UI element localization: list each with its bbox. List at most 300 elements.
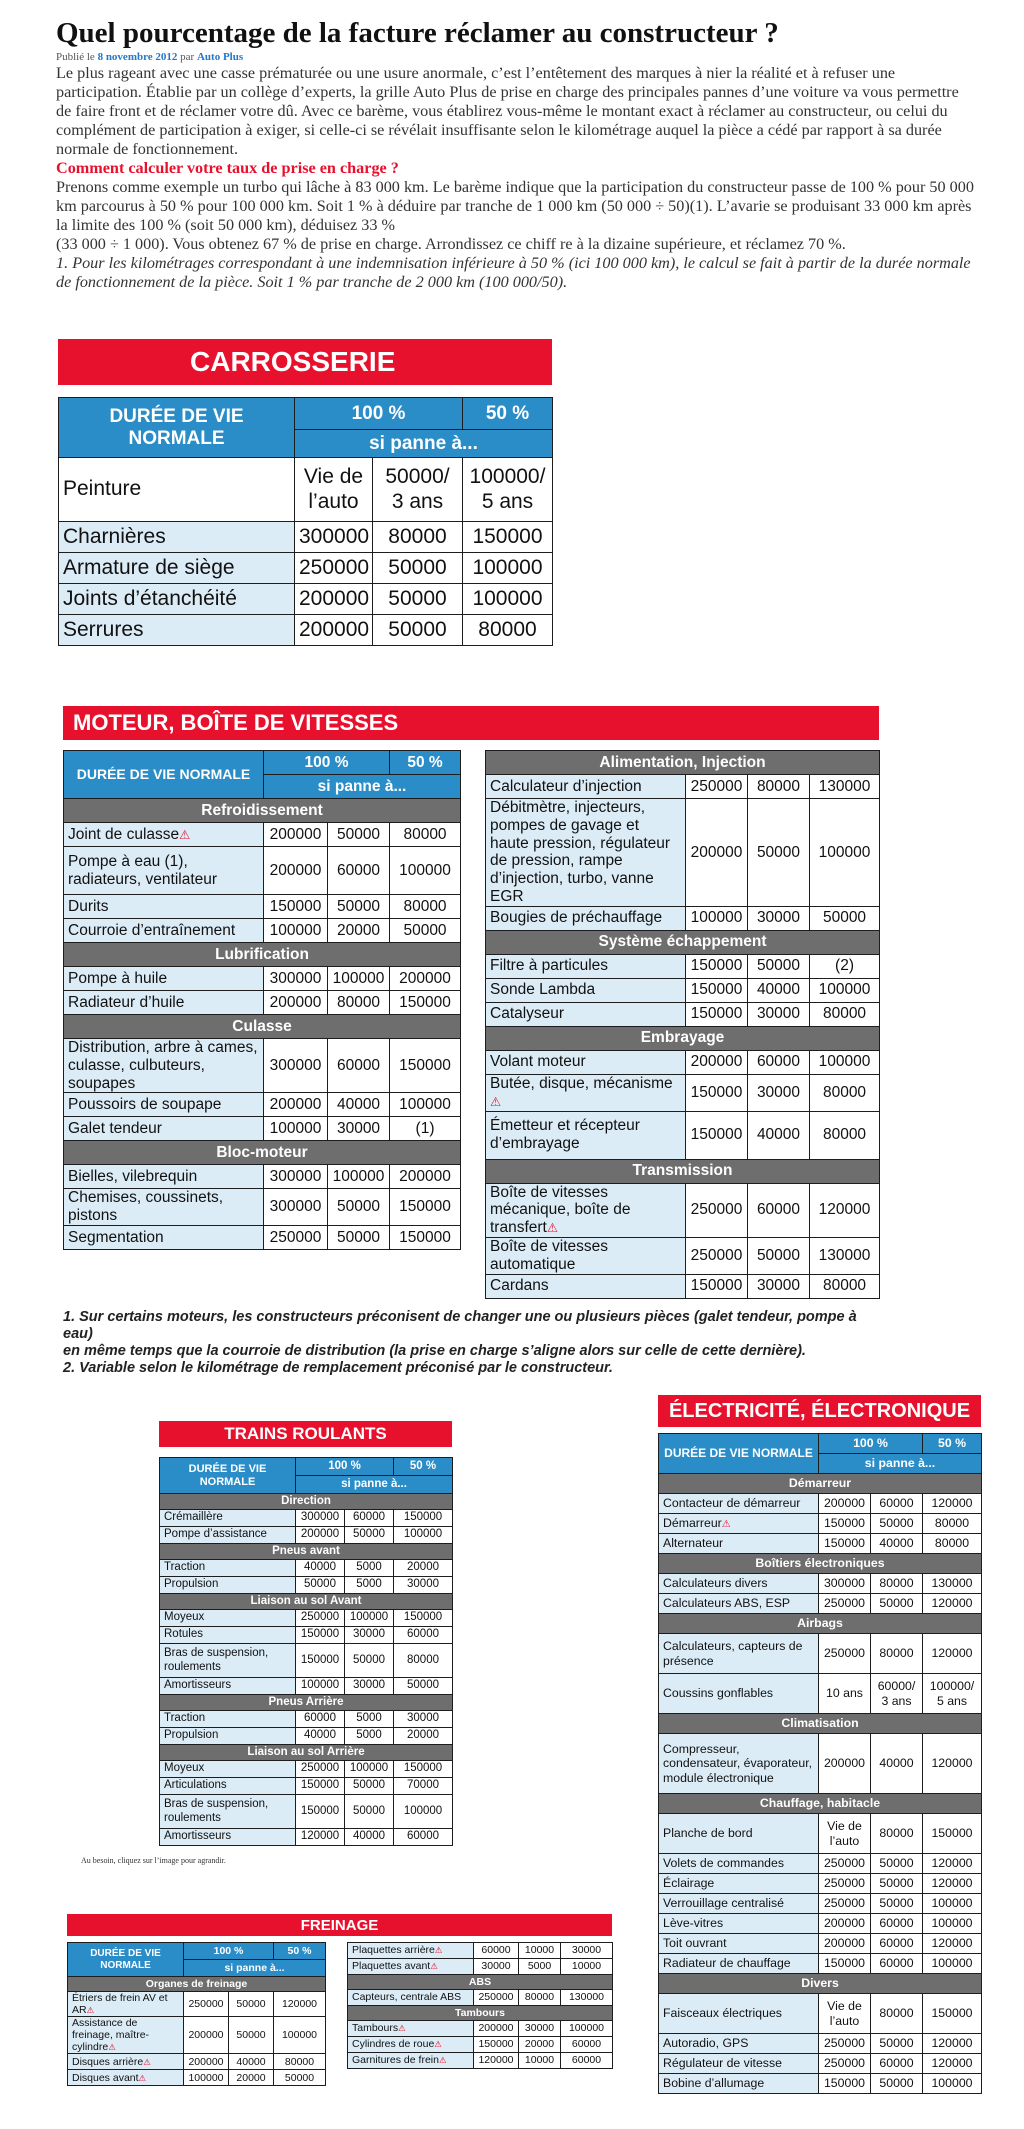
- cell-value: [810, 1237, 880, 1274]
- table-row: [64, 1039, 461, 1093]
- row-value: Vie de l’auto: [827, 1819, 862, 1848]
- cell-label: [64, 823, 264, 847]
- cell-value: 100000: [463, 584, 553, 615]
- row-value: 5000: [356, 1712, 382, 1725]
- page-title: Quel pourcentage de la facture réclamer au constructeur ?: [56, 17, 779, 49]
- cell-value: [819, 1854, 871, 1874]
- table-row: [348, 2053, 613, 2069]
- row-value: 120000: [931, 1876, 973, 1891]
- row-value: 200000: [399, 969, 451, 987]
- cell-value: [923, 1534, 982, 1554]
- row-value: 150000: [403, 1762, 443, 1775]
- row-value: 20000: [407, 1729, 439, 1742]
- table-row: [348, 2021, 613, 2037]
- row-value: 60000: [879, 1936, 914, 1951]
- cell-label: Charnières: [59, 522, 295, 553]
- cell-label: Joints d’étanchéité: [59, 584, 295, 615]
- cell-value: 100000/ 5 ans: [463, 458, 553, 522]
- cell-value: [819, 2074, 871, 2094]
- subheading: Comment calculer votre taux de prise en charge ?: [56, 159, 399, 177]
- cell-value: [748, 1274, 810, 1298]
- cell-label: [68, 2054, 184, 2070]
- header-50: 50 %: [390, 751, 461, 775]
- row-value: 100000: [818, 843, 871, 861]
- cell-value: [819, 1934, 871, 1954]
- row-label: Radiateur d’huile: [68, 993, 185, 1011]
- row-value: 100000: [690, 909, 743, 927]
- row-value: 10000: [571, 1960, 602, 1973]
- carrosserie-banner: [58, 339, 552, 385]
- row-value: 70000: [407, 1779, 439, 1792]
- cell-value: [923, 1894, 982, 1914]
- cell-value: [810, 954, 880, 978]
- row-value: 150000: [300, 1779, 340, 1792]
- row-value: 80000: [822, 1083, 867, 1101]
- row-value: 80000: [934, 1536, 970, 1551]
- row-value: 250000: [478, 1991, 514, 2004]
- row-value: 30000: [756, 1005, 801, 1023]
- warning-icon: ⚠: [434, 1945, 443, 1956]
- cell-label: [160, 1829, 296, 1846]
- carrosserie-title: CARROSSERIE: [190, 346, 396, 377]
- row-value: 80000: [822, 1126, 867, 1144]
- row-label: Distribution, arbre à cames, culasse, culbuteurs, soupapes: [68, 1039, 258, 1092]
- meta-date-link[interactable]: 8 novembre 2012: [97, 51, 178, 63]
- row-value: 30000: [481, 1960, 511, 1973]
- row-value: 80000: [407, 1653, 439, 1666]
- row-value: 80000: [879, 1646, 914, 1661]
- section-row: [659, 1974, 982, 1994]
- section-row: [486, 930, 880, 954]
- section-header: Système échappement: [486, 930, 880, 954]
- header-duree: DURÉE DE VIE NORMALE: [659, 1434, 819, 1474]
- cell-value: [871, 1874, 923, 1894]
- cell-value: [264, 1165, 328, 1189]
- electricite-block: [658, 1395, 981, 2094]
- table-row: [486, 1002, 880, 1026]
- cell-value: [819, 1674, 871, 1714]
- section-row: [64, 1141, 461, 1165]
- row-value: 100000: [332, 1168, 385, 1186]
- section-header: Transmission: [486, 1159, 880, 1183]
- row-value: 120000: [931, 1596, 973, 1611]
- row-value: 150000: [399, 1056, 451, 1074]
- row-value: 80000: [879, 2006, 914, 2021]
- table-row: [160, 1644, 453, 1678]
- cell-value: [819, 1914, 871, 1934]
- moteur-footnotes: [63, 1309, 879, 1377]
- table-row: [68, 2070, 326, 2086]
- row-value: 120000: [300, 1830, 340, 1843]
- table-row: [160, 1778, 453, 1795]
- section-row: [160, 1494, 453, 1510]
- intro-paragraph: Le plus rageant avec une casse prématurée ou une usure anormale, c’est l’entêtement des marques à nier la réalité et à refuser une participation. Établie par un collège d’experts, la grille Auto Plus de prise en charge des principales pannes d’une voiture va vous permettre de faire front et de réclamer votre dû. Avec ce barème, vous établirez vous-même le montant exact à réclamer au constructeur, ou celui du complément de participation à exiger, si celle-ci se révélait insuffisante selon le kilométrage auquel la pièce a cédé par rapport à sa durée normale de fonctionnement.: [56, 64, 959, 158]
- article: [56, 16, 976, 292]
- table-row: [160, 1728, 453, 1745]
- cell-value: [184, 2070, 229, 2086]
- row-value: 250000: [690, 1201, 743, 1219]
- row-value: 250000: [823, 1646, 866, 1661]
- table-row: [486, 954, 880, 978]
- cell-value: [328, 1117, 390, 1141]
- row-value: 250000: [269, 1228, 322, 1246]
- row-value: 50000: [336, 1228, 381, 1246]
- cell-label: [486, 978, 686, 1002]
- cell-value: [394, 1627, 453, 1644]
- cell-value: [871, 1674, 923, 1714]
- row-value: 250000: [823, 1876, 866, 1891]
- table-row: [659, 1994, 982, 2034]
- section-row: [659, 1474, 982, 1494]
- row-label: Joint de culasse: [68, 825, 180, 843]
- row-value: 50000: [756, 957, 801, 975]
- table-row: [64, 1117, 461, 1141]
- trains-title: TRAINS ROULANTS: [224, 1424, 387, 1443]
- row-value: 50000: [336, 1198, 381, 1216]
- row-label: Compresseur, condensateur, évaporateur, module électronique: [663, 1742, 813, 1785]
- table-row: [68, 2017, 326, 2054]
- row-value: 50000: [353, 1653, 385, 1666]
- cell-value: [810, 775, 880, 799]
- cell-label: [348, 2021, 474, 2037]
- cell-value: 100000: [463, 553, 553, 584]
- table-row: [64, 1165, 461, 1189]
- cell-label: [659, 1594, 819, 1614]
- row-label: Cylindres de roue: [352, 2038, 435, 2051]
- table-row: [348, 1990, 613, 2006]
- header-panne: si panne à...: [819, 1454, 982, 1474]
- cell-value: [923, 2034, 982, 2054]
- table-row: [486, 1183, 880, 1237]
- cell-value: [923, 1594, 982, 1614]
- section-header: Tambours: [348, 2006, 613, 2021]
- table-row: [659, 1894, 982, 1914]
- cell-value: [748, 1050, 810, 1074]
- warning-icon: ⚠: [138, 2072, 147, 2083]
- row-value: 50000: [236, 2029, 266, 2042]
- row-value: 50000: [879, 2076, 914, 2091]
- row-label: Calculateurs ABS, ESP: [663, 1596, 791, 1611]
- row-value: 50000: [353, 1804, 385, 1817]
- row-value: 20000: [407, 1561, 439, 1574]
- table-row: [486, 1274, 880, 1298]
- row-label: Éclairage: [663, 1876, 715, 1891]
- row-label: Butée, disque, mécanisme: [490, 1074, 673, 1092]
- cell-label: [68, 2070, 184, 2086]
- cell-value: [686, 906, 748, 930]
- row-value: 150000: [690, 957, 743, 975]
- cell-label: [486, 799, 686, 907]
- row-value: 60000: [879, 2056, 914, 2071]
- row-value: (2): [835, 957, 854, 975]
- moteur-footnote-2: 2. Variable selon le kilométrage de remplacement préconisé par le constructeur.: [63, 1359, 613, 1376]
- row-value: 200000: [478, 2022, 514, 2035]
- cell-value: [229, 2054, 274, 2070]
- table-row: [59, 584, 553, 615]
- cell-value: [686, 1050, 748, 1074]
- table-row: [659, 1674, 982, 1714]
- row-value: 40000: [353, 1830, 385, 1843]
- row-value: 120000: [931, 1856, 973, 1871]
- row-label: Pompe d’assistance: [164, 1528, 267, 1541]
- table-row: [64, 847, 461, 895]
- cell-value: [561, 1959, 613, 1975]
- row-value: 30000: [407, 1578, 439, 1591]
- cell-value: [748, 1074, 810, 1111]
- meta-author-link[interactable]: Auto Plus: [196, 51, 244, 63]
- cell-label: [486, 1111, 686, 1159]
- freinage-table-left: [67, 1942, 326, 2086]
- table-row: [659, 1934, 982, 1954]
- row-value: 100000: [931, 2076, 973, 2091]
- row-value: 30000: [353, 1628, 385, 1641]
- section-row: [160, 1695, 453, 1711]
- table-row: [659, 1594, 982, 1614]
- row-value: 50000: [336, 825, 381, 843]
- cell-value: [390, 919, 461, 943]
- row-value: 100000: [931, 1956, 973, 1971]
- cell-value: [819, 1734, 871, 1794]
- row-label: Amortisseurs: [164, 1679, 232, 1692]
- cell-value: [748, 906, 810, 930]
- cell-value: [923, 1514, 982, 1534]
- warning-icon: ⚠: [434, 2039, 442, 2050]
- cell-value: [871, 2034, 923, 2054]
- cell-label: [64, 919, 264, 943]
- row-value: 40000: [236, 2055, 266, 2068]
- cell-label: [64, 895, 264, 919]
- row-value: 60000: [407, 1628, 439, 1641]
- cell-value: [345, 1577, 394, 1594]
- row-value: 50000: [236, 1998, 266, 2011]
- row-label: Durits: [68, 897, 109, 915]
- cell-label: [160, 1761, 296, 1778]
- row-value: 100000: [332, 969, 385, 987]
- row-value: 50000: [284, 2071, 315, 2084]
- row-value: 300000: [823, 1576, 866, 1591]
- row-label: Bielles, vilebrequin: [68, 1168, 198, 1186]
- row-value: 30000: [571, 1944, 602, 1957]
- cell-value: [390, 847, 461, 895]
- cell-label: [659, 1674, 819, 1714]
- header-panne: si panne à...: [296, 1476, 453, 1494]
- cell-label: [348, 1990, 474, 2006]
- section-header: Culasse: [64, 1015, 461, 1039]
- cell-value: [474, 1943, 519, 1959]
- cell-value: [923, 1854, 982, 1874]
- cell-value: [296, 1778, 345, 1795]
- cell-value: [519, 1959, 561, 1975]
- cell-value: [819, 1574, 871, 1594]
- row-value: 130000: [818, 777, 871, 795]
- row-value: 120000: [931, 1646, 973, 1661]
- carrosserie-block: [58, 339, 552, 646]
- section-row: [160, 1594, 453, 1610]
- cell-value: [923, 1634, 982, 1674]
- row-value: 250000: [823, 1856, 866, 1871]
- cell-value: [519, 2021, 561, 2037]
- row-label: Bras de suspension, roulements: [164, 1798, 269, 1824]
- row-label: Rotules: [164, 1628, 203, 1641]
- row-label: Catalyseur: [490, 1005, 565, 1023]
- section-header: Airbags: [659, 1614, 982, 1634]
- row-value: 200000: [269, 825, 322, 843]
- cell-label: [160, 1527, 296, 1544]
- section-row: [160, 1544, 453, 1560]
- cell-value: [394, 1761, 453, 1778]
- row-value: 10000: [524, 2054, 555, 2067]
- row-value: 250000: [823, 1896, 866, 1911]
- cell-value: [394, 1678, 453, 1695]
- cell-value: 250000: [295, 553, 373, 584]
- cell-value: [474, 2037, 519, 2053]
- cell-value: [345, 1610, 394, 1627]
- row-value: 150000: [399, 993, 451, 1011]
- row-value: 30000: [756, 1083, 801, 1101]
- electricite-title: ÉLECTRICITÉ, ÉLECTRONIQUE: [668, 1399, 971, 1422]
- cell-value: [923, 1674, 982, 1714]
- cell-value: [229, 2070, 274, 2086]
- table-row: [348, 1943, 613, 1959]
- cell-value: 200000: [295, 584, 373, 615]
- cell-value: [345, 1761, 394, 1778]
- cell-value: [264, 1117, 328, 1141]
- cell-value: 50000: [373, 584, 463, 615]
- cell-value: [296, 1829, 345, 1846]
- row-value: 80000: [879, 1576, 914, 1591]
- cell-label: [160, 1728, 296, 1745]
- cell-label: [348, 1959, 474, 1975]
- row-value: 30000: [756, 1277, 801, 1295]
- cell-value: [561, 1943, 613, 1959]
- warning-icon: ⚠: [438, 2055, 447, 2066]
- cell-label: [486, 954, 686, 978]
- row-value: 50000: [403, 921, 447, 939]
- row-label: Tambours: [352, 2022, 399, 2035]
- cell-value: [394, 1560, 453, 1577]
- row-label: Autoradio, GPS: [663, 2036, 749, 2051]
- cell-value: [394, 1510, 453, 1527]
- header-100: 100 %: [296, 1458, 394, 1476]
- table-row: [659, 1634, 982, 1674]
- row-value: 60000: [756, 1053, 801, 1071]
- row-label: Démarreur: [663, 1516, 722, 1531]
- cell-label: [68, 1992, 184, 2017]
- cell-value: [923, 1914, 982, 1934]
- cell-value: [274, 2054, 326, 2070]
- row-label: Moyeux: [164, 1762, 205, 1775]
- example-paragraph: Prenons comme exemple un turbo qui lâche à 83 000 km. Le barème indique que la participation du constructeur passe de 100 % pour 50 000 km parcourus à 50 % pour 100 000 km. Soit 1 % à déduire par tranche de 1 000 km (50 000 ÷ 50)(1). L’avarie se produisant 33 000 km après la limite des 100 % (soit 50 000 km), déduisez 33 %: [56, 178, 974, 234]
- cell-value: [345, 1527, 394, 1544]
- row-value: 100000: [931, 1916, 973, 1931]
- cell-value: [923, 1874, 982, 1894]
- section-row: [486, 1026, 880, 1050]
- row-value: 200000: [823, 1496, 866, 1511]
- section-row: [659, 1794, 982, 1814]
- cell-value: [390, 967, 461, 991]
- moteur-block: [63, 706, 879, 1377]
- row-label: Régulateur de vitesse: [663, 2056, 782, 2071]
- cell-value: [923, 1734, 982, 1794]
- cell-value: [748, 1237, 810, 1274]
- cell-value: [819, 1994, 871, 2034]
- row-label: Contacteur de démarreur: [663, 1496, 801, 1511]
- table-row: [59, 458, 553, 522]
- table-row: [160, 1678, 453, 1695]
- cell-label: [160, 1795, 296, 1829]
- section-row: [348, 2006, 613, 2021]
- table-row: [486, 978, 880, 1002]
- cell-value: [390, 1117, 461, 1141]
- row-value: 40000: [756, 1126, 801, 1144]
- row-value: 200000: [823, 1936, 866, 1951]
- row-label: Boîte de vitesses automatique: [490, 1237, 609, 1273]
- cell-value: [810, 1111, 880, 1159]
- cell-value: [819, 1874, 871, 1894]
- section-row: [659, 1554, 982, 1574]
- row-value: 80000: [756, 777, 801, 795]
- cell-label: [659, 1734, 819, 1794]
- cell-value: [184, 2017, 229, 2054]
- cell-value: [184, 1992, 229, 2017]
- cell-value: [328, 919, 390, 943]
- cell-value: 200000: [295, 615, 373, 646]
- row-value: 150000: [399, 1228, 451, 1246]
- cell-value: [274, 2070, 326, 2086]
- row-value: 50000: [304, 1578, 336, 1591]
- row-value: 5000: [356, 1578, 382, 1591]
- cell-label: [659, 1874, 819, 1894]
- row-value: 120000: [478, 2054, 514, 2067]
- row-value: 200000: [269, 861, 322, 879]
- trains-banner: [159, 1421, 452, 1447]
- row-label: Plaquettes arrière: [352, 1944, 435, 1957]
- cell-value: [274, 1992, 326, 2017]
- cell-value: [923, 1574, 982, 1594]
- cell-value: [871, 1854, 923, 1874]
- cell-value: [686, 1002, 748, 1026]
- row-value: 40000: [336, 1096, 381, 1114]
- row-value: 60000/ 3 ans: [877, 1679, 916, 1708]
- cell-value: [394, 1778, 453, 1795]
- table-row: [160, 1761, 453, 1778]
- row-value: 150000: [300, 1628, 340, 1641]
- moteur-banner: [63, 706, 879, 740]
- cell-value: [819, 2034, 871, 2054]
- row-label: Radiateur de chauffage: [663, 1956, 791, 1971]
- section-header: Alimentation, Injection: [486, 751, 880, 775]
- row-label: Bras de suspension, roulements: [164, 1647, 269, 1673]
- cell-value: [296, 1761, 345, 1778]
- row-value: 150000: [931, 2006, 973, 2021]
- cell-label: Armature de siège: [59, 553, 295, 584]
- row-label: Coussins gonflables: [663, 1686, 774, 1701]
- cell-value: [474, 1959, 519, 1975]
- cell-value: [561, 1990, 613, 2006]
- row-label: Garnitures de frein: [352, 2054, 439, 2067]
- header-panne: si panne à...: [184, 1960, 326, 1977]
- cell-value: 50000: [373, 553, 463, 584]
- example-paragraph-2: (33 000 ÷ 1 000). Vous obtenez 67 % de prise en charge. Arrondissez ce chiff re à la dizaine supérieure, et réclamez 70 %.: [56, 235, 846, 253]
- row-value: 150000: [300, 1653, 340, 1666]
- row-value: 100000: [281, 2029, 318, 2042]
- table-row: [59, 522, 553, 553]
- row-value: 40000: [304, 1561, 336, 1574]
- row-value: 200000: [690, 843, 743, 861]
- row-value: 80000: [524, 1991, 555, 2004]
- cell-value: [819, 1514, 871, 1534]
- row-label: Traction: [164, 1712, 206, 1725]
